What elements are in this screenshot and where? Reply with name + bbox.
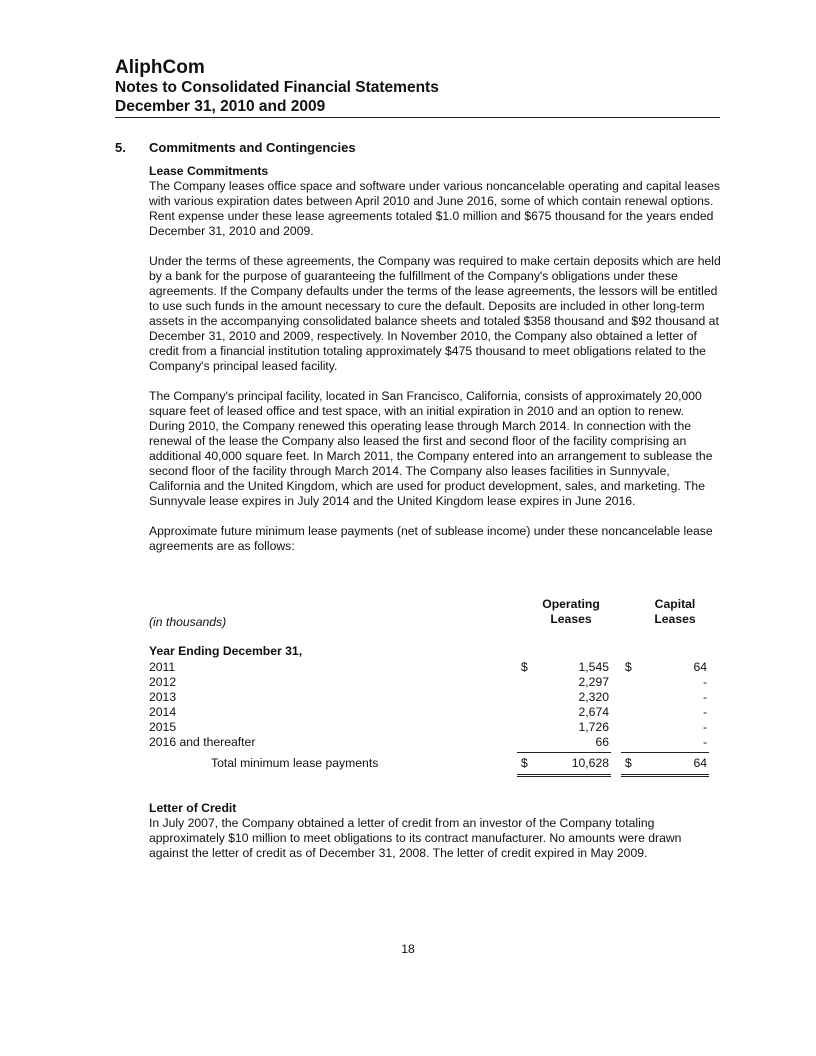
table-row: 2016 and thereafter 66 - [149, 735, 707, 749]
paragraph: Approximate future minimum lease payments (net of sublease income) under these noncancelable lease agreements are as follows: [149, 524, 713, 553]
total-rule-capital [621, 774, 709, 777]
table-row: 2011 $ 1,545 $ 64 [149, 660, 707, 674]
total-rule-operating [517, 774, 611, 777]
column-header-capital: Capital Leases [654, 597, 696, 626]
lease-commitments-section [149, 164, 721, 554]
paragraph: The Company leases office space and software under various noncancelable operating and capital leases with various expiration dates between April 2010 and June 2016, some of which contain renewal options. Rent expense under these lease agreements totaled $1.0 million and $675 thousand for the years ended December 31, 2010 and 2009. [149, 179, 720, 238]
table-row: 2015 1,726 - [149, 720, 707, 734]
letter-of-credit-section [149, 801, 721, 861]
paragraph: Under the terms of these agreements, the Company was required to make certain deposits which are held by a bank for the purpose of guaranteeing the fulfillment of the Company's obligations under these agreements. If the Company defaults under the terms of the lease agreements, the lessors will be entitled to use such funds in the amount necessary to cure the default. Deposits are included in other long-term assets in the accompanying consolidated balance sheets and totaled $358 thousand and $92 thousand at December 31, 2010 and 2009, respectively. In November 2010, the Company also obtained a letter of credit from a financial institution totaling approximately $475 thousand to meet obligations related to the Company's principal leased facility. [149, 254, 721, 373]
letter-of-credit-heading: Letter of Credit [149, 801, 237, 815]
section-number: 5. [115, 140, 126, 155]
column-header-operating: Operating Leases [542, 597, 600, 626]
header-divider [115, 117, 720, 118]
table-row: 2014 2,674 - [149, 705, 707, 719]
table-row: 2013 2,320 - [149, 690, 707, 704]
subtotal-rule-operating [517, 752, 611, 753]
page-header [115, 58, 720, 116]
total-row: Total minimum lease payments $ 10,628 $ 64 [211, 756, 707, 770]
lease-commitments-heading: Lease Commitments [149, 164, 269, 178]
table-row: 2012 2,297 - [149, 675, 707, 689]
section-title: Commitments and Contingencies [149, 140, 356, 155]
year-heading: Year Ending December 31, [149, 644, 303, 658]
document-title: Notes to Consolidated Financial Statements [115, 79, 439, 96]
document-period: December 31, 2010 and 2009 [115, 98, 326, 115]
units-label: (in thousands) [149, 615, 227, 629]
section-heading [115, 140, 356, 155]
company-name: AliphCom [115, 57, 205, 78]
paragraph: In July 2007, the Company obtained a letter of credit from an investor of the Company totaling approximately $10 million to meet obligations to its contract manufacturer. No amounts were drawn against the letter of credit as of December 31, 2008. The letter of credit expired in May 2009. [149, 816, 682, 860]
page-number: 18 [401, 942, 415, 956]
paragraph: The Company's principal facility, located in San Francisco, California, consists of approximately 20,000 square feet of leased office and test space, with an initial expiration in 2010 and an option to renew. During 2010, the Company renewed this operating lease through March 2014. In connection with the renewal of the lease the Company also leased the first and second floor of the facility comprising an additional 40,000 square feet. In March 2011, the Company entered into an arrangement to sublease the second floor of the facility through March 2014. The Company also leases facilities in Sunnyvale, California and the United Kingdom, which are used for product development, sales, and marketing. The Sunnyvale lease expires in July 2014 and the United Kingdom lease expires in June 2016. [149, 389, 713, 508]
subtotal-rule-capital [621, 752, 709, 753]
